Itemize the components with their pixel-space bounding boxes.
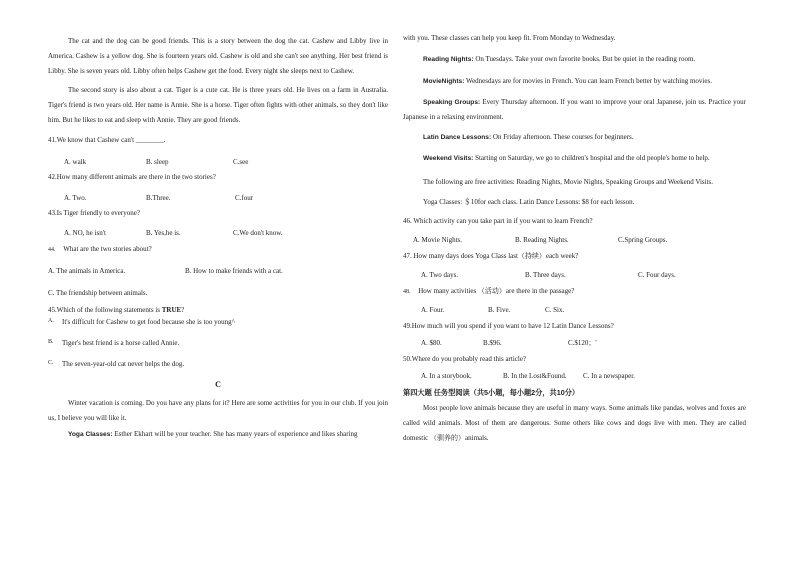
question-44 — [48, 245, 388, 299]
option-b[interactable]: B.Three. — [146, 193, 171, 202]
question-45-option-c-row — [48, 360, 388, 370]
latin-dance-label: Latin Dance Lessons: — [423, 133, 492, 141]
passage-c-heading: C — [215, 379, 221, 389]
option-b[interactable]: B. Yes,he is. — [146, 229, 181, 238]
question-45-stem-prefix: 45.Which of the following statements is — [48, 305, 162, 314]
left-column — [48, 34, 388, 439]
reading-nights-text: On Tuesdays. Take your own favorite books. But be quiet in the reading room. — [475, 54, 696, 63]
option-a[interactable]: A. NO, he isn't — [64, 229, 106, 238]
question-49-stem: 49.How much will you spend if you want to have 12 Latin Dance Lessons? — [403, 322, 614, 331]
question-44-number: 44. — [48, 247, 56, 254]
question-44-stem-line — [48, 245, 388, 255]
option-b[interactable]: B. Five. — [488, 306, 511, 315]
option-c[interactable]: C. Four days. — [638, 270, 676, 279]
section-4-paragraph: Most people love animals because they are useful in many ways. Some animals like pandas, wolves and foxes are called wild animals. Most of them are dangerous. Some others like cows and dogs live with men. They are called domestic （驯养的）animals. — [403, 403, 746, 442]
option-a[interactable]: A. Movie Nights. — [413, 235, 462, 244]
passage-c-paragraph-1: Winter vacation is coming. Do you have any plans for it? Here are some activities for you in our club. If you join us, I believe you will like it. — [48, 398, 388, 422]
option-a[interactable]: A. $80. — [421, 338, 442, 347]
passage-b-paragraph-1: The cat and the dog can be good friends. This is a story between the dog the cat. Cashew and Libby live in America. Cashew is a yellow dog. She is fourteen years old. Cashew is old and she can't see anything. Her best friend is Libby. She is seven years old. Libby often helps Cashew get the food. Every night she sleeps next to Cashew. — [48, 37, 388, 75]
option-b[interactable]: B. Three days. — [525, 270, 566, 279]
movie-nights-text: Wednesdays are for movies in French. You can learn French better by watching movies. — [466, 76, 712, 85]
question-48-options — [403, 306, 746, 316]
question-46-stem: 46. Which activity can you take part in if you want to learn French? — [403, 217, 593, 226]
section-4-heading: 第四大题 任务型阅读（共5小题，每小题2分，共10分） — [403, 387, 580, 397]
weekend-visits-text: Starting on Saturday, we go to children's hospital and the old people's home to help. — [475, 154, 710, 163]
question-47-options — [403, 271, 746, 281]
question-46-options — [403, 236, 746, 246]
question-43-options — [48, 229, 388, 239]
question-45-option-a-row — [48, 318, 388, 328]
question-45-stem-suffix: ? — [181, 305, 185, 314]
question-48 — [403, 287, 746, 317]
question-44-options-2 — [48, 289, 388, 299]
movie-nights-paragraph — [403, 74, 746, 89]
question-49 — [403, 322, 746, 349]
option-c[interactable]: C. In a newspaper. — [583, 371, 635, 380]
option-c[interactable]: C.Spring Groups. — [618, 235, 668, 244]
option-a[interactable]: A. The animals in America. — [48, 266, 126, 275]
option-a-letter: A. — [48, 317, 54, 324]
passage-c-continuation: with you. These classes can help you keep fit. From Monday to Wednesday. — [403, 34, 616, 42]
question-43-stem: 43.Is Tiger friendly to everyone? — [48, 208, 140, 217]
movie-nights-label: MovieNights: — [423, 77, 465, 85]
question-46 — [403, 217, 746, 246]
question-44-options — [48, 267, 388, 277]
question-43 — [48, 209, 388, 240]
question-48-number: 48. — [403, 288, 411, 295]
question-42-stem: 42.How many different animals are there in the two stories? — [48, 172, 216, 181]
reading-nights-paragraph — [403, 55, 746, 64]
reading-nights-label: Reading Nights: — [423, 55, 474, 63]
question-45-stem — [48, 306, 388, 315]
speaking-groups-text: Every Thursday afternoon. If you want to improve your oral Japanese, join us. Practice your Japanese in a relaxing environment. — [403, 97, 746, 121]
latin-dance-paragraph — [403, 133, 746, 142]
option-b[interactable]: B.$96. — [483, 338, 502, 347]
question-50 — [403, 355, 746, 382]
option-a[interactable]: A. Four. — [421, 306, 445, 315]
option-a[interactable]: It's difficult for Cashew to get food because she is too young^ — [62, 317, 235, 326]
question-41-options — [48, 158, 388, 168]
passage-b-paragraph-2: The second story is also about a cat. Tiger is a cute cat. He is three years old. He lives on a farm in Australia. Tiger's friend is two years old. Her name is Annie. She is a horse. Tiger often fights with other animals, so they don't like him. But he likes to eat and sleep with Annie. They are good friends. — [48, 86, 388, 124]
option-a[interactable]: A. Two. — [64, 193, 87, 202]
yoga-classes-text: Esther Ekhart will be your teacher. She has many years of experience and likes sharing — [114, 429, 358, 438]
question-48-stem: How many activities （活动）are there in the passage? — [418, 286, 575, 295]
weekend-visits-paragraph — [403, 154, 746, 163]
question-42-options — [48, 194, 388, 204]
option-c[interactable]: C.We don't know. — [233, 229, 283, 238]
question-47-stem: 47. How many days does Yoga Class last（持续）each week? — [403, 251, 579, 260]
option-b[interactable]: B. How to make friends with a cat. — [185, 266, 283, 275]
question-50-stem: 50.Where do you probably read this article? — [403, 354, 527, 363]
question-45-stem-emphasis: TRUE — [161, 305, 182, 314]
question-41 — [48, 136, 388, 168]
option-a[interactable]: A. walk — [64, 157, 87, 166]
option-b-letter: B. — [48, 338, 54, 345]
yoga-classes-label: Yoga Classes: — [68, 430, 113, 438]
question-45-option-b-row — [48, 339, 388, 349]
question-48-stem-line — [403, 287, 746, 297]
question-47 — [403, 252, 746, 281]
option-b[interactable]: B. In the Lost&Found. — [503, 371, 567, 380]
option-b[interactable]: Tiger's best friend is a horse called Annie. — [62, 338, 180, 347]
option-c[interactable]: C. Six. — [545, 306, 565, 315]
option-c[interactable]: C.$120；' — [568, 338, 597, 347]
option-c[interactable]: C.four — [235, 193, 254, 202]
yoga-classes-paragraph — [48, 430, 388, 439]
option-a[interactable]: A. In a storybook. — [421, 371, 472, 380]
option-c[interactable]: C. The friendship between animals. — [48, 288, 148, 297]
speaking-groups-label: Speaking Groups: — [423, 98, 481, 106]
free-activities-paragraph: The following are free activities: Reading Nights, Movie Nights, Speaking Groups and Weekend Visits. — [423, 178, 713, 187]
question-42 — [48, 173, 388, 204]
speaking-groups-paragraph — [403, 95, 746, 125]
latin-dance-text: On Friday afternoon. These courses for beginners. — [492, 132, 634, 141]
right-column — [403, 34, 746, 446]
option-c[interactable]: C.see — [233, 157, 249, 166]
option-b[interactable]: B. Reading Nights. — [515, 235, 569, 244]
option-a[interactable]: A. Two days. — [421, 270, 459, 279]
option-c[interactable]: The seven-year-old cat never helps the dog. — [62, 359, 185, 368]
question-45 — [48, 306, 388, 370]
weekend-visits-label: Weekend Visits: — [423, 155, 474, 163]
option-c-letter: C. — [48, 359, 54, 366]
question-50-options — [403, 372, 746, 382]
option-b[interactable]: B. sleep — [146, 157, 169, 166]
question-44-stem: What are the two stories about? — [63, 245, 152, 254]
prices-line: Yoga Classes: ＄10for each class. Latin Dance Lessons: $8 for each lesson. — [423, 198, 635, 207]
question-49-options — [403, 339, 746, 349]
question-41-stem: 41.We know that Cashew can't ________. — [48, 136, 166, 144]
